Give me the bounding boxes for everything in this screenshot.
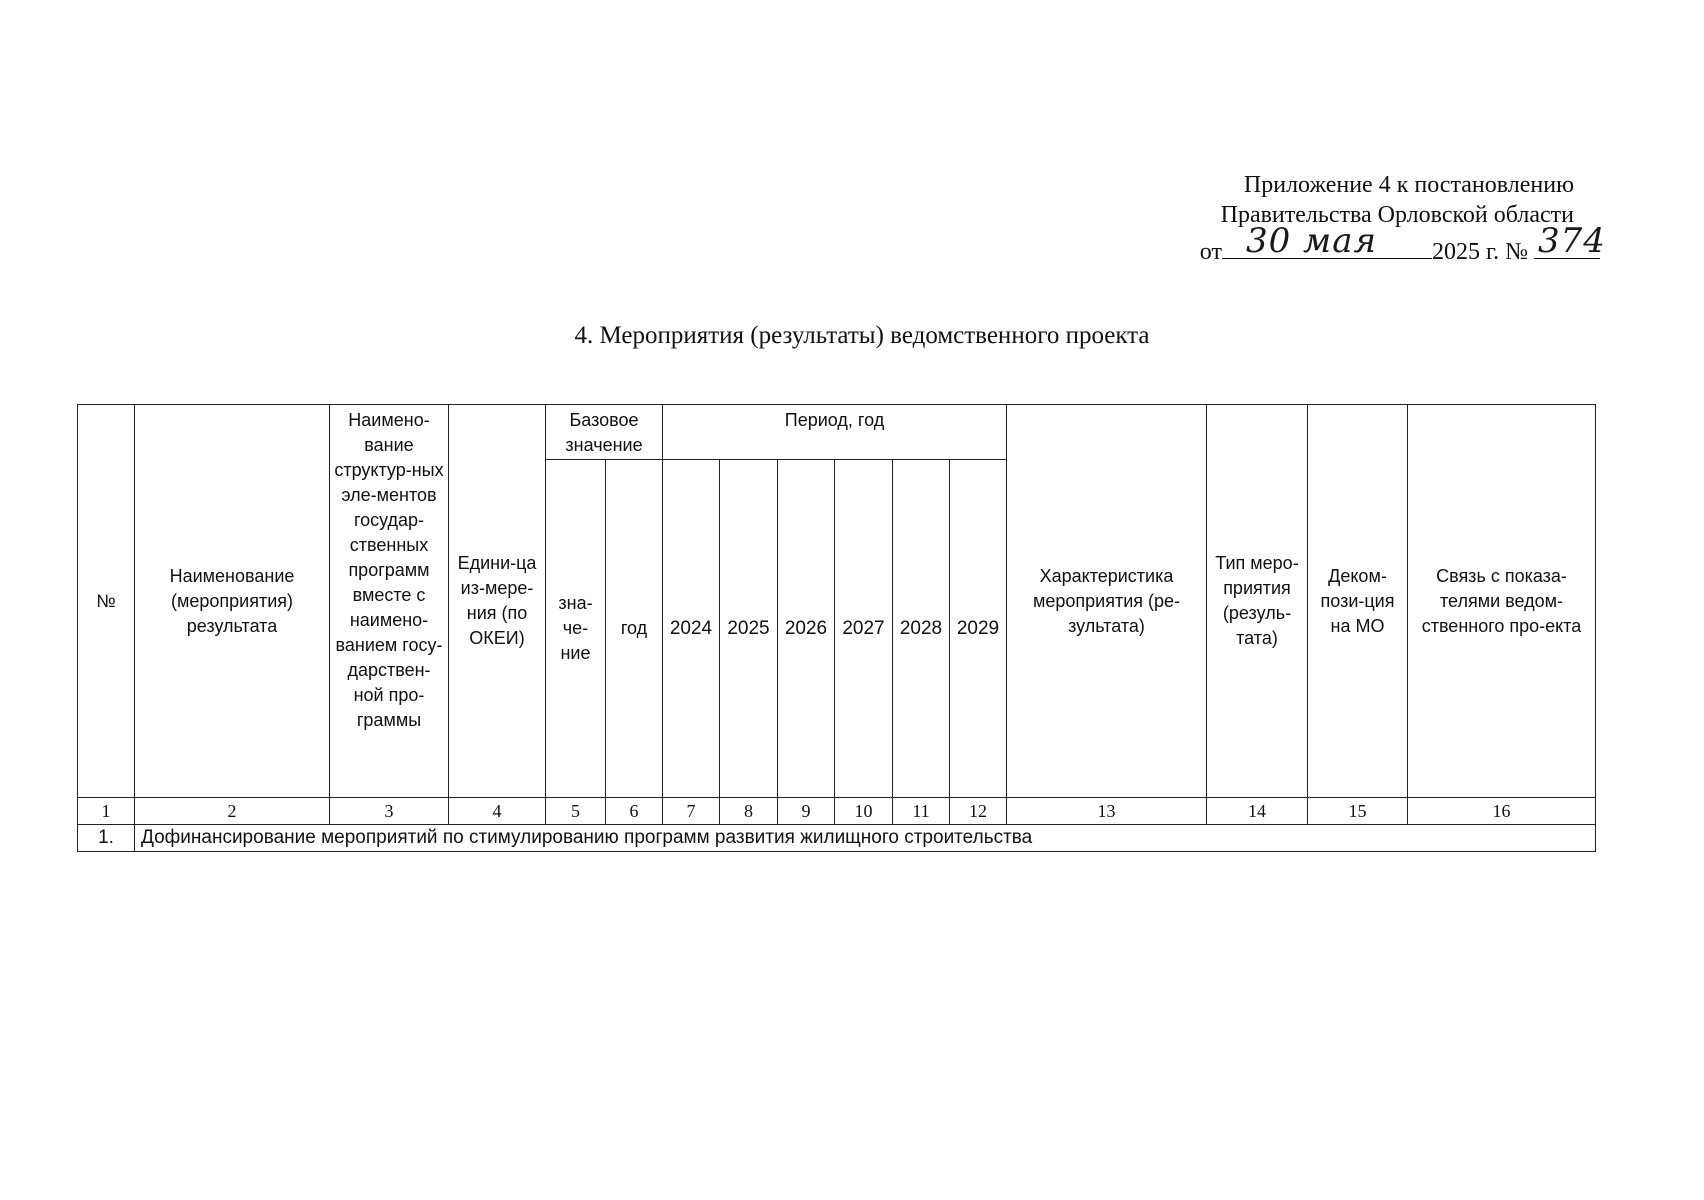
row-number: 1. bbox=[78, 825, 135, 852]
date-field bbox=[1222, 221, 1432, 261]
table-row bbox=[78, 825, 1596, 852]
column-number: 7 bbox=[663, 798, 720, 825]
column-number-row bbox=[78, 798, 1596, 825]
header-name: Наименование (мероприятия) результата bbox=[135, 405, 330, 798]
header-base-group: Базовое значение bbox=[546, 405, 663, 460]
header-structural: Наимено-вание структур-ных эле-ментов государ-ственных программ вместе с наимено-ванием госу-дарствен-ной про-граммы bbox=[330, 405, 449, 798]
appendix-line-1: Приложение 4 к постановлению bbox=[1243, 172, 1574, 198]
header-year-2026: 2026 bbox=[778, 460, 835, 798]
row-description: Дофинансирование мероприятий по стимулированию программ развития жилищного строительства bbox=[135, 825, 1596, 852]
header-base-value: зна-че-ние bbox=[546, 460, 606, 798]
header-year-2027: 2027 bbox=[835, 460, 893, 798]
column-number: 14 bbox=[1207, 798, 1308, 825]
column-number: 10 bbox=[835, 798, 893, 825]
column-number: 11 bbox=[893, 798, 950, 825]
appendix-block bbox=[1080, 170, 1606, 267]
column-number: 3 bbox=[330, 798, 449, 825]
column-number: 9 bbox=[778, 798, 835, 825]
handwritten-number: 374 bbox=[1538, 221, 1606, 261]
header-decomposition: Деком-пози-ция на МО bbox=[1308, 405, 1408, 798]
activities-table bbox=[77, 404, 1596, 852]
column-number: 12 bbox=[950, 798, 1007, 825]
column-number: 8 bbox=[720, 798, 778, 825]
header-row-1 bbox=[78, 405, 1596, 460]
column-number: 6 bbox=[606, 798, 663, 825]
column-number: 2 bbox=[135, 798, 330, 825]
column-number: 5 bbox=[546, 798, 606, 825]
header-link: Связь с показа-телями ведом-ственного про-екта bbox=[1408, 405, 1596, 798]
header-type: Тип меро-приятия (резуль-тата) bbox=[1207, 405, 1308, 798]
column-number: 4 bbox=[449, 798, 546, 825]
header-year-2025: 2025 bbox=[720, 460, 778, 798]
column-number: 13 bbox=[1007, 798, 1207, 825]
header-period-group: Период, год bbox=[663, 405, 1007, 460]
column-number: 16 bbox=[1408, 798, 1596, 825]
header-num: № bbox=[78, 405, 135, 798]
date-prefix: от bbox=[1199, 239, 1222, 265]
header-year-2028: 2028 bbox=[893, 460, 950, 798]
year-text: 2025 г. № bbox=[1431, 239, 1528, 265]
header-base-year: год bbox=[606, 460, 663, 798]
column-number: 15 bbox=[1308, 798, 1408, 825]
header-unit: Едини-ца из-мере-ния (по ОКЕИ) bbox=[449, 405, 546, 798]
header-characteristic: Характеристика мероприятия (ре-зультата) bbox=[1007, 405, 1207, 798]
handwritten-date: 30 мая bbox=[1245, 221, 1377, 261]
column-number: 1 bbox=[78, 798, 135, 825]
header-year-2029: 2029 bbox=[950, 460, 1007, 798]
section-title: 4. Мероприятия (результаты) ведомственного проекта bbox=[574, 322, 1150, 349]
number-field bbox=[1534, 221, 1606, 261]
header-year-2024: 2024 bbox=[663, 460, 720, 798]
appendix-date-line bbox=[1080, 221, 1606, 267]
appendix-line-2: Правительства Орловской области bbox=[1220, 202, 1574, 228]
